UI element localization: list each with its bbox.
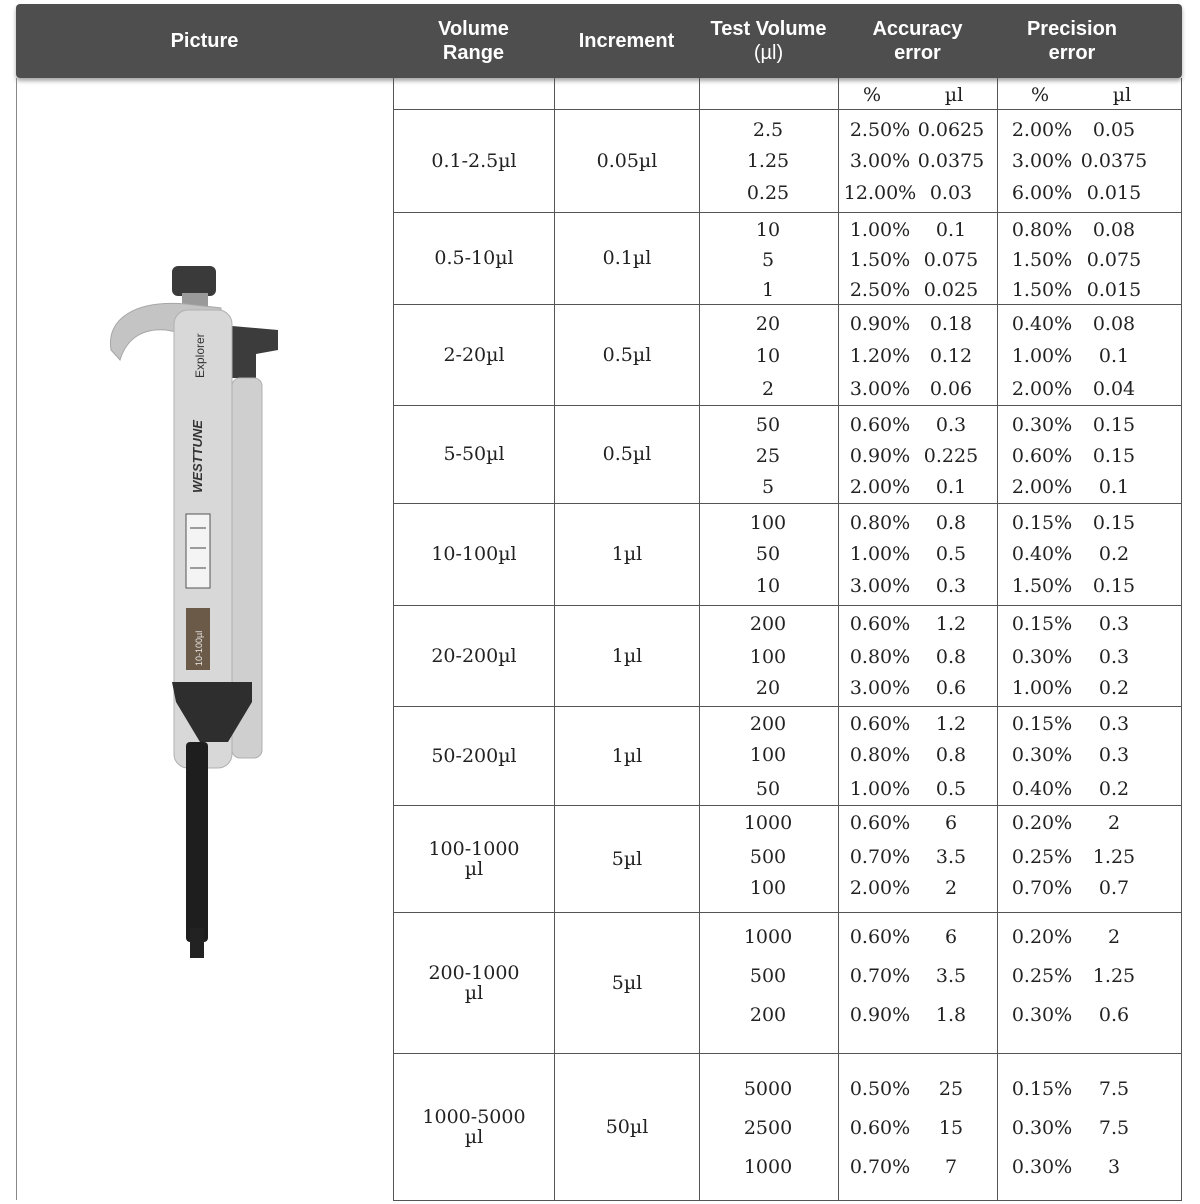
accuracy-ul-value: 0.8 [935, 512, 967, 534]
increment-cell: 0.5µl [602, 443, 652, 465]
precision-ul-value: 0.015 [1086, 279, 1142, 301]
model-text: Explorer [193, 333, 207, 378]
accuracy-ul-value: 1.2 [935, 713, 967, 735]
precision-ul-value: 2 [1107, 926, 1121, 948]
column-divider [997, 78, 998, 1200]
accuracy-ul-value: 0.5 [935, 778, 967, 800]
test-volume-value: 500 [749, 846, 787, 868]
test-volume-value: 1 [761, 279, 775, 301]
accuracy-ul-value: 0.0625 [917, 119, 985, 141]
precision-ul-value: 0.15 [1092, 445, 1136, 467]
test-volume-value: 1.25 [746, 150, 790, 172]
accuracy-ul-value: 0.5 [935, 543, 967, 565]
precision-pct-value: 1.50% [1011, 575, 1073, 597]
test-volume-value: 5 [761, 476, 775, 498]
accuracy-ul-value: 0.1 [935, 476, 967, 498]
header-test-volume: Test Volume (µl) [710, 18, 827, 64]
accuracy-pct-value: 1.00% [849, 219, 911, 241]
header-volume-range: Volume Range [438, 18, 509, 64]
precision-ul-value: 0.15 [1092, 575, 1136, 597]
accuracy-pct-value: 0.50% [849, 1078, 911, 1100]
subheader-prec-ul: µl [1112, 84, 1132, 106]
precision-pct-value: 0.20% [1011, 926, 1073, 948]
test-volume-value: 500 [749, 965, 787, 987]
test-volume-value: 10 [755, 575, 781, 597]
precision-pct-value: 0.15% [1011, 512, 1073, 534]
precision-ul-value: 0.3 [1098, 613, 1130, 635]
accuracy-ul-value: 0.18 [929, 313, 973, 335]
precision-pct-value: 0.40% [1011, 778, 1073, 800]
precision-pct-value: 0.30% [1011, 1117, 1073, 1139]
accuracy-pct-value: 0.60% [849, 414, 911, 436]
precision-pct-value: 2.00% [1011, 476, 1073, 498]
volume-range-text: 1000-5000 [422, 1105, 526, 1128]
volume-range-cell [394, 109, 554, 212]
accuracy-pct-value: 0.70% [849, 965, 911, 987]
header-increment: Increment [578, 30, 675, 52]
test-volume-value: 10 [755, 345, 781, 367]
subheader-acc-ul: µl [944, 84, 964, 106]
test-volume-value: 100 [749, 646, 787, 668]
volume-range-cell [394, 605, 554, 706]
volume-display [186, 514, 210, 588]
increment-cell: 5µl [611, 971, 643, 994]
column-divider [16, 78, 17, 1200]
accuracy-ul-value: 0.3 [935, 414, 967, 436]
accuracy-pct-value: 0.60% [849, 812, 911, 834]
accuracy-ul-value: 3.5 [935, 965, 967, 987]
test-volume-value: 1000 [743, 1156, 793, 1178]
precision-ul-value: 0.08 [1092, 313, 1136, 335]
ejector-button [232, 326, 278, 378]
accuracy-pct-value: 0.90% [849, 1004, 911, 1026]
test-volume-value: 2 [761, 378, 775, 400]
column-divider [699, 78, 700, 1200]
test-volume-value: 25 [755, 445, 781, 467]
subheader-acc-pct: % [862, 84, 882, 106]
accuracy-pct-value: 0.80% [849, 744, 911, 766]
volume-range-cell [394, 1053, 554, 1200]
test-volume-value: 200 [749, 1004, 787, 1026]
pipette-shaft [186, 742, 208, 942]
accuracy-pct-value: 3.00% [849, 378, 911, 400]
precision-pct-value: 0.30% [1011, 414, 1073, 436]
accuracy-pct-value: 0.90% [849, 445, 911, 467]
column-divider [838, 78, 839, 1200]
increment-cell: 1µl [611, 543, 643, 565]
test-volume-value: 100 [749, 744, 787, 766]
test-volume-value: 20 [755, 677, 781, 699]
precision-ul-value: 0.04 [1092, 378, 1136, 400]
row-divider [393, 1200, 1182, 1201]
precision-pct-value: 0.30% [1011, 744, 1073, 766]
accuracy-ul-value: 0.1 [935, 219, 967, 241]
increment-cell: 50µl [605, 1115, 649, 1138]
accuracy-ul-value: 0.025 [923, 279, 979, 301]
precision-ul-value: 0.2 [1098, 543, 1130, 565]
precision-pct-value: 3.00% [1011, 150, 1073, 172]
header-picture: Picture [170, 30, 239, 52]
accuracy-pct-value: 2.00% [849, 476, 911, 498]
precision-ul-value: 0.15 [1092, 414, 1136, 436]
volume-range-cell [394, 405, 554, 503]
accuracy-ul-value: 0.06 [929, 378, 973, 400]
test-volume-value: 1000 [743, 812, 793, 834]
precision-ul-value: 0.0375 [1080, 150, 1148, 172]
accuracy-pct-value: 3.00% [849, 575, 911, 597]
precision-ul-value: 0.3 [1098, 713, 1130, 735]
accuracy-ul-value: 25 [938, 1078, 964, 1100]
increment-cell: 0.5µl [602, 343, 652, 366]
precision-pct-value: 0.15% [1011, 1078, 1073, 1100]
column-divider [1181, 78, 1182, 1200]
test-volume-value: 100 [749, 877, 787, 899]
accuracy-pct-value: 0.60% [849, 613, 911, 635]
volume-range-text: 0.1-2.5µl [431, 149, 517, 172]
accuracy-pct-value: 0.60% [849, 926, 911, 948]
test-volume-value: 50 [755, 414, 781, 436]
precision-pct-value: 0.15% [1011, 713, 1073, 735]
accuracy-pct-value: 0.70% [849, 1156, 911, 1178]
accuracy-pct-value: 2.00% [849, 877, 911, 899]
precision-pct-value: 0.25% [1011, 965, 1073, 987]
precision-pct-value: 0.25% [1011, 846, 1073, 868]
test-volume-value: 5 [761, 249, 775, 271]
accuracy-ul-value: 6 [944, 812, 958, 834]
test-volume-value: 2.5 [752, 119, 784, 141]
precision-ul-value: 0.2 [1098, 677, 1130, 699]
precision-ul-value: 0.1 [1098, 476, 1130, 498]
precision-pct-value: 0.70% [1011, 877, 1073, 899]
accuracy-ul-value: 15 [938, 1117, 964, 1139]
volume-range-text: 5-50µl [443, 443, 505, 465]
test-volume-value: 50 [755, 543, 781, 565]
accuracy-pct-value: 0.60% [849, 713, 911, 735]
precision-pct-value: 0.30% [1011, 646, 1073, 668]
volume-range-cell [394, 706, 554, 805]
accuracy-ul-value: 0.8 [935, 646, 967, 668]
accuracy-ul-value: 3.5 [935, 846, 967, 868]
volume-range-text: 200-1000 [428, 961, 520, 984]
increment-cell: 1µl [611, 644, 643, 667]
accuracy-pct-value: 3.00% [849, 150, 911, 172]
precision-ul-value: 1.25 [1092, 965, 1136, 987]
accuracy-pct-value: 0.70% [849, 846, 911, 868]
accuracy-ul-value: 1.8 [935, 1004, 967, 1026]
accuracy-ul-value: 0.12 [929, 345, 973, 367]
precision-ul-value: 0.015 [1086, 182, 1142, 204]
subheader-prec-pct: % [1030, 84, 1050, 106]
accuracy-pct-value: 2.50% [849, 279, 911, 301]
volume-range-text: µl [464, 981, 484, 1004]
volume-range-text: 100-1000 [428, 837, 520, 860]
accuracy-ul-value: 0.8 [935, 744, 967, 766]
precision-ul-value: 1.25 [1092, 846, 1136, 868]
pipette-picture [16, 78, 393, 1200]
precision-ul-value: 0.2 [1098, 778, 1130, 800]
accuracy-ul-value: 0.0375 [917, 150, 985, 172]
accuracy-pct-value: 0.80% [849, 646, 911, 668]
precision-ul-value: 0.3 [1098, 744, 1130, 766]
accuracy-ul-value: 1.2 [935, 613, 967, 635]
brand-text: WESTTUNE [190, 420, 205, 493]
test-volume-value: 5000 [743, 1078, 793, 1100]
precision-ul-value: 0.05 [1092, 119, 1136, 141]
header-accuracy-error: Accuracy error [872, 18, 963, 64]
accuracy-ul-value: 7 [944, 1156, 958, 1178]
precision-ul-value: 0.075 [1086, 249, 1142, 271]
volume-label-text: 10-100µl [194, 630, 204, 666]
test-volume-value: 20 [755, 313, 781, 335]
accuracy-pct-value: 1.00% [849, 543, 911, 565]
accuracy-ul-value: 6 [944, 926, 958, 948]
spec-table [16, 78, 1182, 1200]
volume-range-cell [394, 805, 554, 912]
accuracy-pct-value: 2.50% [849, 119, 911, 141]
precision-ul-value: 3 [1107, 1156, 1121, 1178]
accuracy-ul-value: 2 [944, 877, 958, 899]
test-volume-value: 100 [749, 512, 787, 534]
volume-range-cell [394, 212, 554, 304]
precision-pct-value: 0.30% [1011, 1004, 1073, 1026]
accuracy-pct-value: 0.90% [849, 313, 911, 335]
increment-cell: 5µl [611, 847, 643, 870]
volume-range-text: 10-100µl [431, 543, 517, 565]
volume-range-cell [394, 304, 554, 405]
test-volume-value: 50 [755, 778, 781, 800]
precision-pct-value: 6.00% [1011, 182, 1073, 204]
volume-range-text: 0.5-10µl [434, 247, 514, 269]
test-volume-value: 200 [749, 613, 787, 635]
precision-ul-value: 0.3 [1098, 646, 1130, 668]
precision-pct-value: 0.15% [1011, 613, 1073, 635]
accuracy-ul-value: 0.075 [923, 249, 979, 271]
precision-ul-value: 0.7 [1098, 877, 1130, 899]
precision-ul-value: 0.15 [1092, 512, 1136, 534]
accuracy-pct-value: 0.80% [849, 512, 911, 534]
precision-ul-value: 0.6 [1098, 1004, 1130, 1026]
precision-pct-value: 1.50% [1011, 249, 1073, 271]
test-volume-value: 200 [749, 713, 787, 735]
accuracy-pct-value: 1.20% [849, 345, 911, 367]
accuracy-ul-value: 0.03 [929, 182, 973, 204]
test-volume-value: 2500 [743, 1117, 793, 1139]
volume-range-text: 20-200µl [431, 644, 517, 667]
accuracy-pct-value: 12.00% [843, 182, 917, 204]
pipette-tip-cone [190, 928, 204, 958]
header-precision-error: Precision error [1026, 18, 1118, 64]
accuracy-pct-value: 0.60% [849, 1117, 911, 1139]
precision-pct-value: 1.00% [1011, 677, 1073, 699]
volume-range-text: µl [464, 857, 484, 880]
precision-ul-value: 7.5 [1098, 1078, 1130, 1100]
test-volume-value: 10 [755, 219, 781, 241]
accuracy-pct-value: 1.00% [849, 778, 911, 800]
increment-cell: 0.05µl [596, 149, 658, 172]
test-volume-value: 0.25 [746, 182, 790, 204]
precision-pct-value: 0.80% [1011, 219, 1073, 241]
accuracy-pct-value: 1.50% [849, 249, 911, 271]
precision-pct-value: 1.00% [1011, 345, 1073, 367]
precision-ul-value: 0.1 [1098, 345, 1130, 367]
precision-pct-value: 0.40% [1011, 313, 1073, 335]
precision-pct-value: 0.20% [1011, 812, 1073, 834]
volume-range-cell [394, 912, 554, 1053]
volume-range-text: µl [464, 1125, 484, 1148]
accuracy-pct-value: 3.00% [849, 677, 911, 699]
precision-ul-value: 7.5 [1098, 1117, 1130, 1139]
precision-pct-value: 0.60% [1011, 445, 1073, 467]
table-header [16, 4, 1182, 78]
volume-range-text: 50-200µl [431, 744, 517, 767]
accuracy-ul-value: 0.3 [935, 575, 967, 597]
increment-cell: 1µl [611, 744, 643, 767]
pipette-image [16, 78, 393, 1200]
test-volume-value: 1000 [743, 926, 793, 948]
volume-range-text: 2-20µl [443, 343, 505, 366]
accuracy-ul-value: 0.6 [935, 677, 967, 699]
precision-pct-value: 2.00% [1011, 378, 1073, 400]
precision-ul-value: 0.08 [1092, 219, 1136, 241]
volume-range-cell [394, 503, 554, 605]
precision-pct-value: 0.40% [1011, 543, 1073, 565]
increment-cell: 0.1µl [602, 247, 652, 269]
precision-pct-value: 0.30% [1011, 1156, 1073, 1178]
accuracy-ul-value: 0.225 [923, 445, 979, 467]
plunger-knob [172, 266, 216, 296]
precision-pct-value: 2.00% [1011, 119, 1073, 141]
precision-pct-value: 1.50% [1011, 279, 1073, 301]
precision-ul-value: 2 [1107, 812, 1121, 834]
